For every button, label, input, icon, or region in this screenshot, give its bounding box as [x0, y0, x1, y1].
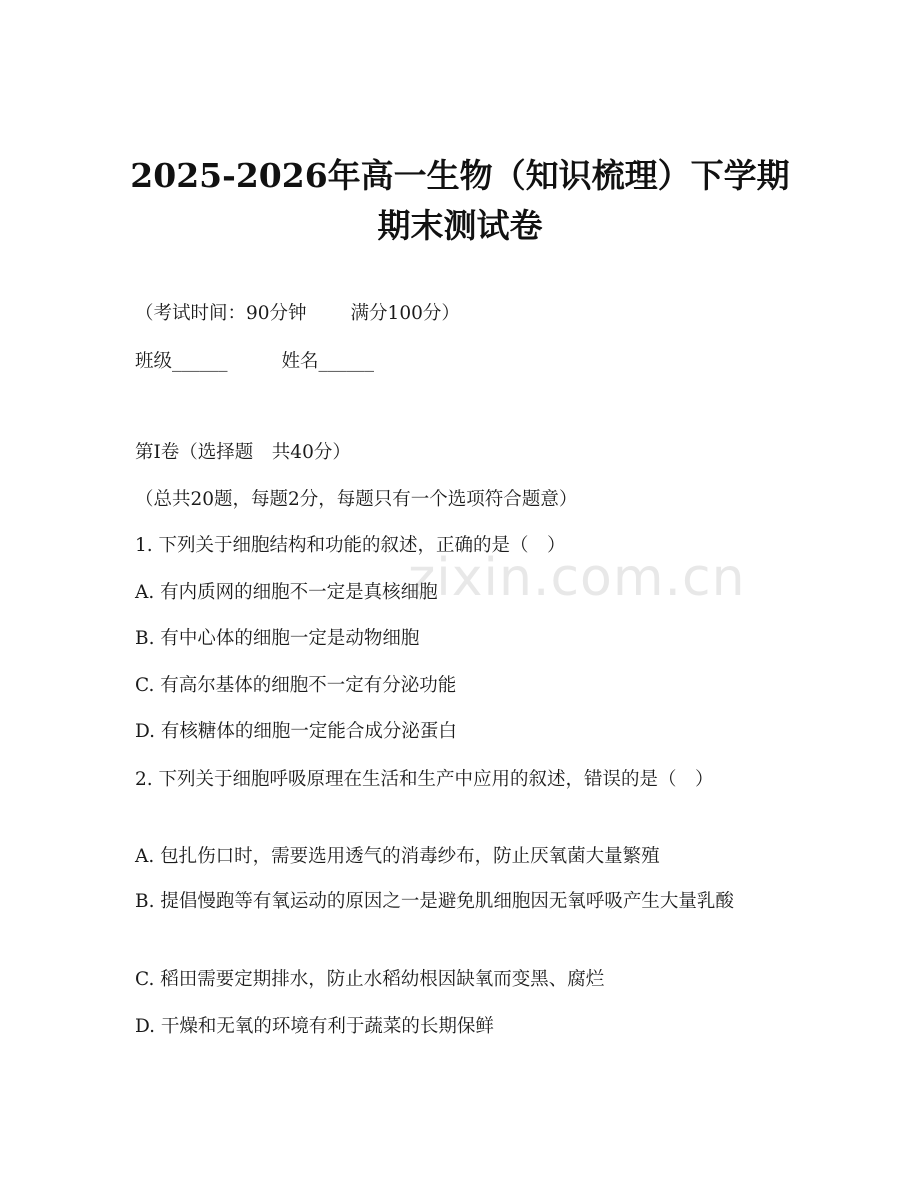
- question-option: A. 包扎伤口时，需要选用透气的消毒纱布，防止厌氧菌大量繁殖: [135, 846, 660, 867]
- exam-info: [135, 302, 460, 326]
- watermark: zixin.com.cn: [408, 548, 746, 608]
- student-info: [135, 350, 374, 374]
- question-option: B. 提倡慢跑等有氧运动的原因之一是避免肌细胞因无氧呼吸产生大量乳酸: [135, 891, 734, 912]
- section-heading: 第Ⅰ卷（选择题 共40分）: [135, 442, 351, 463]
- section-note: （总共20题，每题2分，每题只有一个选项符合题意）: [135, 489, 578, 510]
- name-field-label: 姓名______: [281, 351, 375, 372]
- question-stem: 2. 下列关于细胞呼吸原理在生活和生产中应用的叙述，错误的是（ ）: [135, 769, 714, 790]
- question-option: D. 有核糖体的细胞一定能合成分泌蛋白: [135, 721, 457, 742]
- question-option: A. 有内质网的细胞不一定是真核细胞: [135, 582, 438, 603]
- class-field-label: 班级______: [135, 351, 228, 372]
- exam-title-line1: 2025-2026年高一生物（知识梳理）下学期: [130, 156, 790, 195]
- question-option: C. 有高尔基体的细胞不一定有分泌功能: [135, 675, 457, 696]
- question-option: C. 稻田需要定期排水，防止水稻幼根因缺氧而变黑、腐烂: [135, 969, 605, 990]
- exam-score: 满分100分）: [350, 303, 460, 324]
- question-option: D. 干燥和无氧的环境有利于蔬菜的长期保鲜: [135, 1016, 494, 1037]
- question-stem: 1. 下列关于细胞结构和功能的叙述，正确的是（ ）: [135, 535, 566, 556]
- exam-time: （考试时间：90分钟: [135, 303, 307, 324]
- question-option: B. 有中心体的细胞一定是动物细胞: [135, 628, 420, 649]
- exam-title-line2: 期末测试卷: [377, 206, 543, 245]
